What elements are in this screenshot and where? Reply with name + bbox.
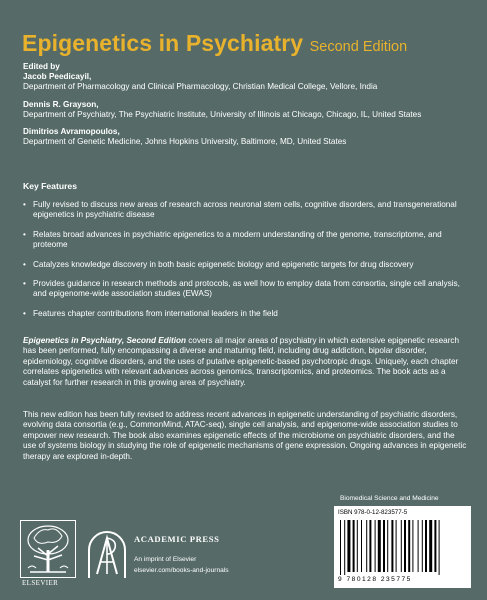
key-feature-text: Fully revised to discuss new areas of research across neuronal stem cells, cognitive disorders, and transgenerational epigenetics in psychiatric disease — [33, 200, 457, 220]
barcode-digits: 9 780128 235775 — [338, 576, 412, 583]
barcode-bar — [357, 520, 358, 572]
isbn-barcode-box — [334, 506, 471, 588]
barcode-bar — [353, 520, 355, 572]
book-edition: Second Edition — [309, 39, 408, 55]
barcode-bar — [375, 520, 376, 572]
editor-gap — [23, 120, 468, 127]
barcode-bar — [439, 520, 440, 575]
key-feature-item — [23, 279, 468, 300]
barcode-bar — [396, 520, 397, 572]
key-feature-item — [23, 260, 468, 270]
key-feature-text: Features chapter contributions from international leaders in the field — [33, 308, 278, 318]
editor-affiliation: Department of Pharmacology and Clinical Pharmacology, Christian Medical College, Vellore, India — [23, 82, 378, 92]
barcode-bar — [344, 520, 345, 575]
isbn-label: ISBN 978-0-12-823577-5 — [338, 509, 408, 516]
barcode-bar — [361, 520, 362, 572]
barcode-bar — [425, 520, 427, 572]
barcode-bar — [347, 520, 350, 572]
description-paragraph-2: This new edition has been fully revised to address recent advances in epigenetic understanding of psychiatric disorders, evolving data consortia (e.g., CommonMind, ATAC-seq), single cell analysis, and epigenome-wide association studies to empower new research. The book also examines epigenetic effects of the microbiome on psychiatric disorders, and the use of systems biology in studying the role of epigenetic mechanisms of gene expression. Ongoing advances in epigenetic therapy are explored in-depth. — [23, 410, 467, 461]
description-book-title: Epigenetics in Psychiatry, Second Edition — [23, 336, 187, 345]
barcode-bar — [366, 520, 367, 572]
barcode-bar — [404, 520, 406, 572]
editor-name: Dennis R. Grayson, — [23, 99, 99, 109]
bullet-icon: • — [23, 200, 26, 209]
bullet-icon: • — [23, 279, 26, 289]
key-feature-text: Relates broad advances in psychiatric epigenetics to a modern understanding of the genome, transcriptome, and proteome — [33, 229, 442, 250]
publisher-url-link[interactable]: elsevier.com/books-and-journals — [134, 567, 229, 574]
key-feature-text: Catalyzes knowledge discovery in both basic epigenetic biology and epigenetic targets for drug discovery — [33, 259, 414, 269]
barcode-bar — [369, 520, 371, 572]
barcode-icon — [338, 520, 467, 575]
editor-gap — [23, 93, 468, 100]
book-title: Epigenetics in Psychiatry — [22, 30, 304, 56]
barcode-bar — [387, 520, 388, 572]
key-feature-text: Provides guidance in research methods and protocols, as well how to employ data from consortia, single cell analysis, and epigenome-wide association studies (EWAS) — [33, 279, 460, 299]
editor-affiliation: Department of Psychiatry, The Psychiatric Institute, University of Illinois at Chicago, Chicago, IL, United States — [23, 109, 422, 119]
key-feature-item — [23, 230, 468, 251]
academic-press-wordmark: ACADEMIC PRESS — [134, 534, 220, 544]
barcode-bar — [340, 520, 341, 575]
key-feature-item — [23, 309, 468, 319]
editors-block — [23, 62, 468, 147]
barcode-bar — [401, 520, 402, 572]
book-title-row — [22, 30, 407, 57]
bullet-icon: • — [23, 308, 26, 318]
key-feature-item — [23, 200, 468, 221]
description-text: covers all major areas of psychiatry in which extensive epigenetic research has been performed, fully encompassing a diverse and maturing field, including drug addiction, bipolar disorder, epidemiology, cognitive disorders, and the uses of putative epigenetic-based psychotropic drugs. Uniquely, each chapter correlates epigenetics with relevant advances across genomics, transcriptomics, and proteomics. The book acts as a catalyst for further research in this growing area of psychiatry. — [23, 336, 460, 387]
barcode-bar — [383, 520, 385, 572]
editor-name: Dimitrios Avramopoulos, — [23, 127, 120, 137]
barcode-bar — [408, 520, 410, 572]
barcode-bar — [412, 520, 413, 572]
barcode-bar — [429, 520, 432, 572]
elsevier-wordmark: ELSEVIER — [22, 579, 59, 587]
key-features-heading: Key Features — [23, 181, 77, 191]
editor-name: Jacob Peedicayil, — [23, 72, 92, 82]
barcode-bar — [418, 520, 419, 572]
imprint-note: An imprint of Elsevier — [134, 556, 197, 563]
key-features-list — [23, 200, 468, 328]
description-paragraph-1 — [23, 336, 468, 388]
subject-category: Biomedical Science and Medicine — [340, 495, 439, 502]
bullet-icon: • — [23, 229, 26, 239]
barcode-bar — [391, 520, 393, 572]
barcode-bar — [378, 520, 381, 572]
elsevier-tree-logo-icon — [20, 520, 76, 578]
barcode-bar — [434, 520, 436, 572]
bullet-icon: • — [23, 259, 26, 269]
barcode-bar — [422, 520, 423, 572]
edited-by-label: Edited by — [23, 62, 60, 71]
academic-press-logo-icon — [85, 524, 129, 580]
editor-affiliation: Department of Genetic Medicine, Johns Hopkins University, Baltimore, MD, United States — [23, 137, 347, 147]
